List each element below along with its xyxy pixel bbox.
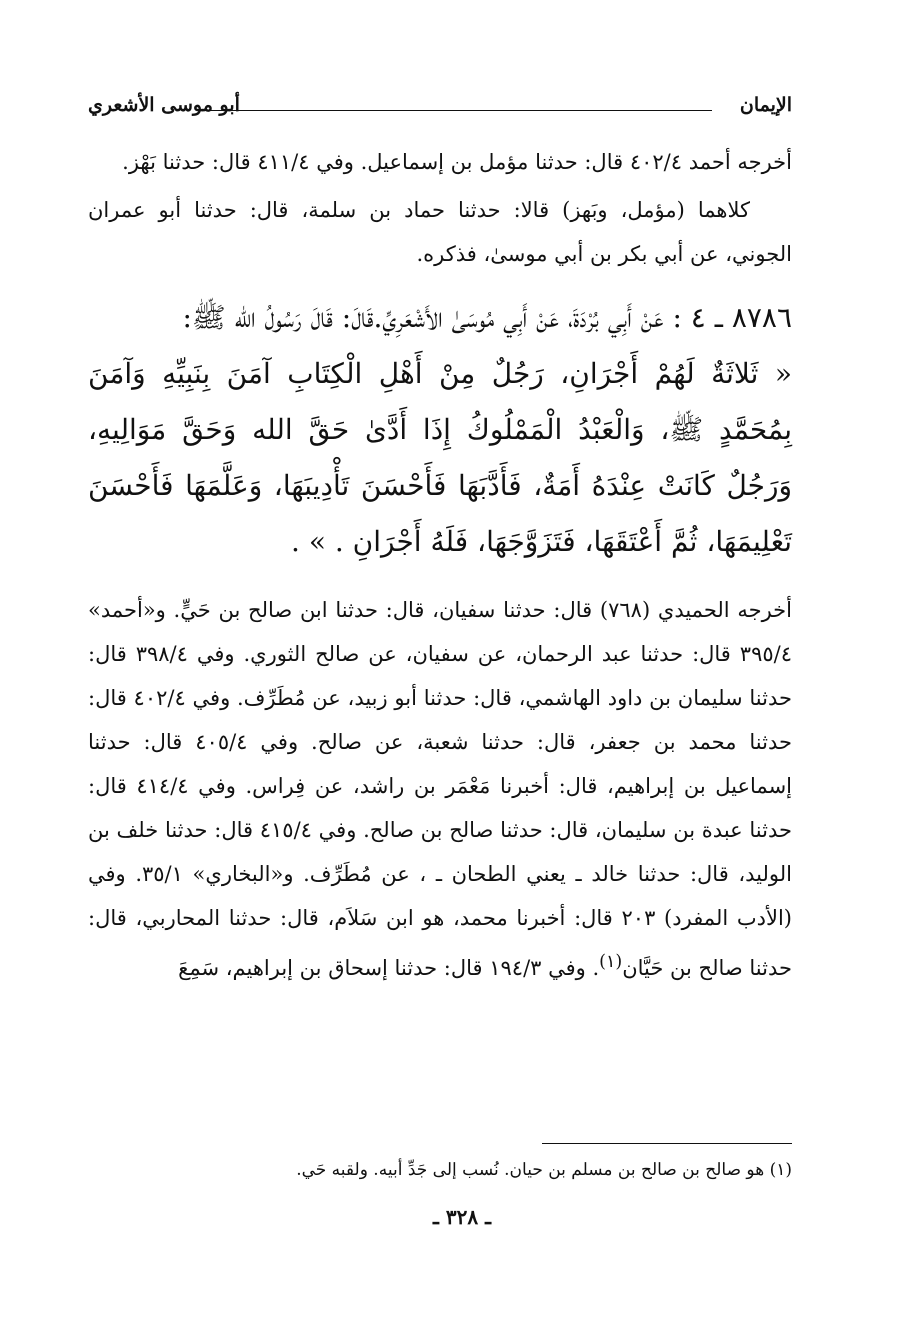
running-header bbox=[88, 86, 792, 126]
paragraph-takhrij-1: أخرجه أحمد ٤٠٢/٤ قال: حدثنا مؤمل بن إسماعيل. وفي ٤١١/٤ قال: حدثنا بَهْز. bbox=[122, 150, 792, 174]
footnote-reference: (١) bbox=[599, 952, 623, 972]
takhrij-3-continuation: . وفي ١٩٤/٣ قال: حدثنا إسحاق بن إبراهيم، سَمِعَ bbox=[178, 956, 600, 980]
page-body bbox=[88, 140, 792, 994]
footnote-marker: (١) bbox=[769, 1160, 792, 1180]
hadith-heading bbox=[88, 290, 792, 346]
header-rule bbox=[198, 110, 712, 111]
footnote-rule bbox=[542, 1143, 792, 1144]
paragraph-takhrij-2: كلاهما (مؤمل، وبَهز) قالا: حدثنا حماد بن سلمة، قال: حدثنا أبو عمران الجوني، عن أبي بكر بن أبي موسىٰ، فذكره. bbox=[88, 198, 792, 266]
section-title: أبو موسى الأشعري bbox=[88, 94, 240, 116]
chapter-title: الإيمان bbox=[739, 94, 792, 116]
hadith-number: ٨٧٨٦ ـ ٤ : bbox=[672, 301, 792, 334]
page-number: ـ ٣٢٨ ـ bbox=[433, 1205, 491, 1229]
footnote-text: هو صالح بن صالح بن مسلم بن حيان. نُسب إلى جَدِّ أبيه. ولقبه حَي. bbox=[296, 1160, 765, 1180]
paragraph-takhrij-3 bbox=[88, 588, 792, 990]
hadith-text: « ثَلاثَةٌ لَهُمْ أَجْرَانِ، رَجُلٌ مِنْ أَهْلِ الْكِتَابِ آمَنَ بِنَبِيِّهِ وَآمَنَ بِمُحَمَّدٍ ﷺ، وَالْعَبْدُ الْمَمْلُوكُ إِذَا أَدَّىٰ حَقَّ الله وَحَقَّ مَوَالِيهِ، وَرَجُلٌ كَانَتْ عِنْدَهُ أَمَةٌ، فَأَدَّبَهَا فَأَحْسَنَ تَأْدِيبَهَا، وَعَلَّمَهَا فَأَحْسَنَ تَعْلِيمَهَا، ثُمَّ أَعْتَقَهَا، فَتَزَوَّجَهَا، فَلَهُ أَجْرَانِ . » . bbox=[88, 357, 792, 558]
hadith-isnad: عَنْ أَبِي بُرْدَةَ، عَنْ أَبِي مُوسَىٰ الأَشْعَرِيِّ.قَالَ: قَالَ رَسُولُ الله ﷺ: bbox=[182, 301, 664, 334]
takhrij-3-text: أخرجه الحميدي (٧٦٨) قال: حدثنا سفيان، قال: حدثنا ابن صالح بن حَيٍّ. و«أحمد» ٣٩٥/٤ قال: حدثنا عبد الرحمان، عن سفيان، عن صالح الثوري. وفي ٣٩٨/٤ قال: حدثنا سليمان بن داود الهاشمي، قال: حدثنا أبو زبيد، عن مُطَرِّف. وفي ٤٠٢/٤ قال: حدثنا محمد بن جعفر، قال: حدثنا شعبة، عن صالح. وفي ٤٠٥/٤ قال: حدثنا إسماعيل بن إبراهيم، قال: أخبرنا مَعْمَر بن راشد، عن فِراس. وفي ٤١٤/٤ قال: حدثنا عبدة بن سليمان، قال: حدثنا صالح بن صالح. وفي ٤١٥/٤ قال: حدثنا خلف بن الوليد، قال: حدثنا خالد ـ يعني الطحان ـ ، عن مُطَرِّف. و«البخاري» ٣٥/١. وفي (الأدب المفرد) ٢٠٣ قال: أخبرنا محمد، هو ابن سَلاَم، قال: حدثنا المحاربي، قال: حدثنا صالح بن حَيَّان bbox=[88, 598, 793, 980]
footnote bbox=[88, 1156, 792, 1184]
